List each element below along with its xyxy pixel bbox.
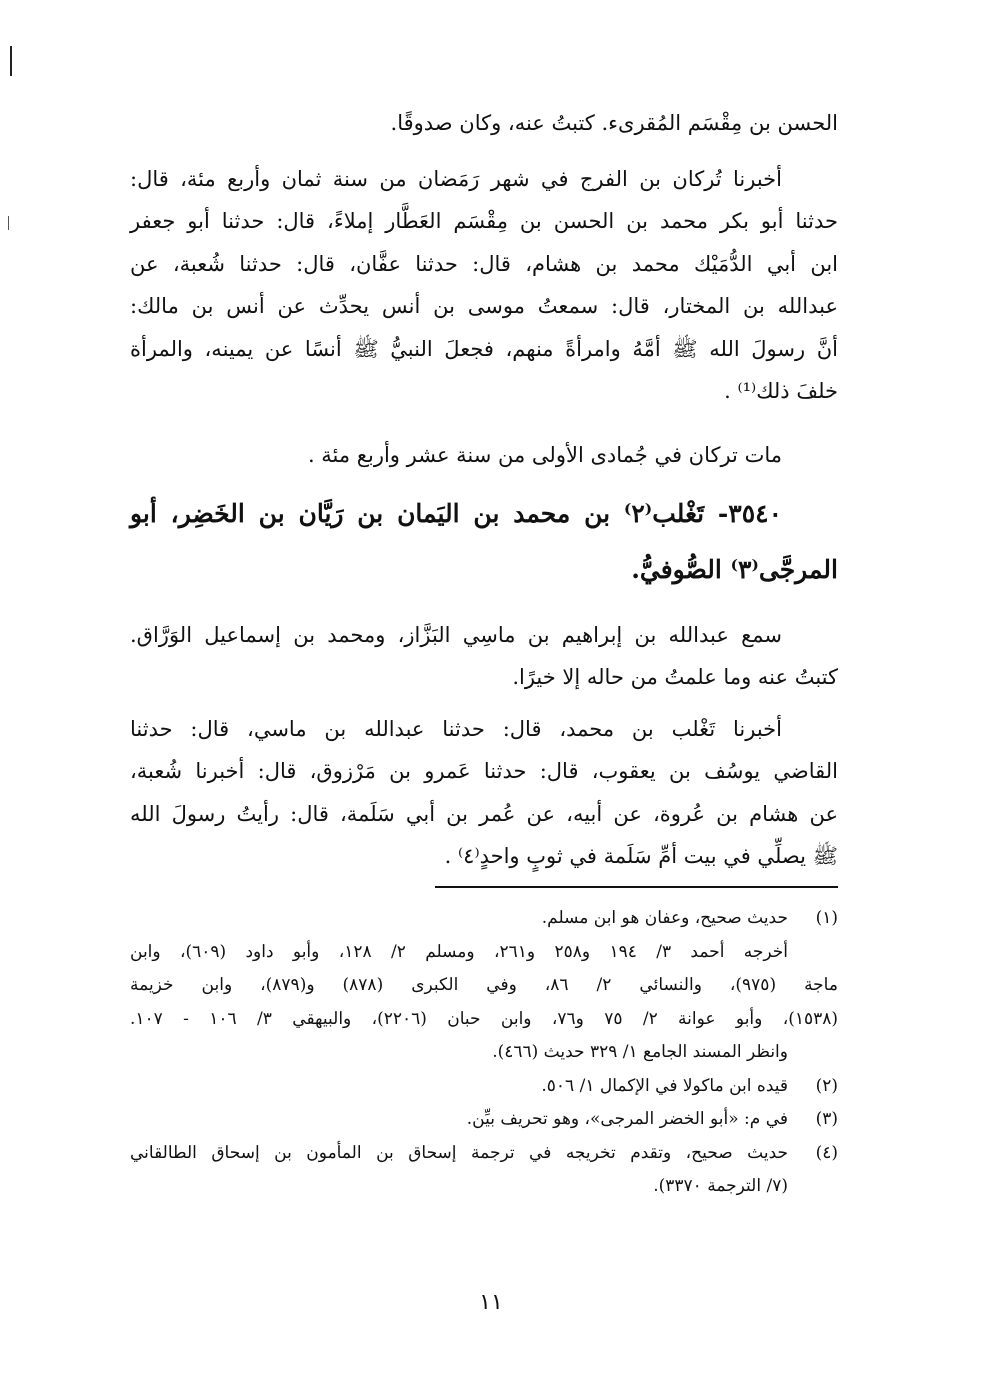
paragraph [130, 614, 838, 657]
page-number: ١١ [479, 1290, 503, 1315]
entry-heading [130, 486, 838, 542]
text-line: خلفَ ذلك⁽¹⁾ . [724, 379, 838, 403]
footnote-text [130, 1070, 788, 1104]
footnote-line: ماجة (٩٧٥)، والنسائي ٢/ ٨٦، وفي الكبرى (٨٧٨) و(٨٧٩)، وابن خزيمة [130, 975, 838, 995]
footnote-separator [435, 886, 838, 888]
scan-edge-mark [8, 216, 9, 230]
footnote-number: (٤) [815, 1142, 838, 1163]
paragraph [130, 158, 838, 201]
footnote-text [130, 1137, 788, 1204]
footnote-line: (٧/ الترجمة ٣٣٧٠). [653, 1176, 788, 1196]
footnotes [130, 902, 838, 1204]
footnote-text [130, 902, 788, 969]
entry-line: المرجَّى⁽٣⁾ الصُّوفيُّ. [631, 555, 838, 584]
footnote [130, 1103, 838, 1137]
text-line: القاضي يوسُف بن يعقوب، قال: حدثنا عَمرو بن مَرْزوق، قال: أخبرنا شُعبة، [130, 759, 838, 783]
text-line: ﷺ يصلِّي في بيت أمِّ سَلَمة في ثوبٍ واحدٍ⁽٤⁾ . [444, 844, 838, 868]
scan-edge-mark [10, 46, 12, 76]
footnote-continuation [130, 969, 838, 1036]
paragraph-continuation [130, 200, 838, 413]
footnote [130, 1070, 838, 1104]
paragraph [130, 708, 838, 751]
footnote-number: (١) [815, 908, 838, 928]
footnote-text [130, 1103, 788, 1137]
footnote-line: قيده ابن ماكولا في الإكمال ١/ ٥٠٦. [541, 1075, 788, 1096]
footnote-line: (١٥٣٨)، وأبو عوانة ٢/ ٧٥ و٧٦، وابن حبان (٢٢٠٦)، والبيهقي ٣/ ١٠٦ - ١٠٧. [130, 1008, 838, 1029]
text-line: أخبرنا تُركان بن الفرج في شهر رَمَضان من سنة ثمان وأربع مئة، قال: [130, 167, 782, 191]
footnote-number: (٢) [815, 1075, 838, 1096]
text-line: عن هشام بن عُروة، عن أبيه، عن عُمر بن أبي سَلَمة، قال: رأيتُ رسولَ الله [130, 801, 838, 826]
paragraph-continuation [130, 750, 838, 878]
text-line: أخبرنا تَغْلب بن محمد، قال: حدثنا عبدالله بن ماسي، قال: حدثنا [130, 717, 782, 741]
text-line: الحسن بن مِقْسَم المُقرىء. كتبتُ عنه، وكان صدوقًا. [390, 111, 838, 135]
footnote [130, 1137, 838, 1204]
footnote-line: وانظر المسند الجامع ١/ ٣٢٩ حديث (٤٦٦). [492, 1042, 788, 1062]
text-line: ابن أبي الدُّمَيْك محمد بن هشام، قال: حدثنا عفَّان، قال: حدثنا شُعبة، عن [130, 251, 838, 276]
footnote [130, 902, 838, 969]
footnote-line: في م: «أبو الخضر المرجى»، وهو تحريف بيِّن. [466, 1109, 788, 1129]
footnote-continuation [130, 1036, 838, 1070]
text-line: عبدالله بن المختار، قال: سمعتُ موسى بن أنس يحدِّث عن أنس بن مالك: [130, 294, 838, 318]
text-line: مات تركان في جُمادى الأولى من سنة عشر وأربع مئة . [307, 443, 782, 467]
footnote-line: أخرجه أحمد ٣/ ١٩٤ و٢٥٨ و٢٦١، ومسلم ٢/ ١٢٨، وأبو داود (٦٠٩)، وابن [130, 941, 789, 962]
entry-line: ٣٥٤٠- تَغْلب⁽٢⁾ بن محمد بن اليَمان بن رَيَّان بن الخَضِر، أبو [130, 499, 782, 528]
paragraph [130, 102, 838, 145]
entry-heading-continuation [130, 542, 838, 598]
footnote-line: حديث صحيح، وعفان هو ابن مسلم. [541, 908, 788, 928]
footnote-text [130, 1036, 788, 1070]
paragraph [130, 434, 838, 477]
footnote-line: حديث صحيح، وتقدم تخريجه في ترجمة إسحاق بن المأمون بن إسحاق الطالقاني [130, 1142, 788, 1163]
footnote-number: (٣) [815, 1109, 838, 1129]
text-line: كتبتُ عنه وما علمتُ من حاله إلا خيرًا. [512, 665, 838, 689]
text-line: حدثنا أبو بكر محمد بن الحسن بن مِقْسَم العَطَّار إملاءً، قال: حدثنا أبو جعفر [130, 209, 838, 233]
text-line: سمع عبدالله بن إبراهيم بن ماسِي البَزَّاز، ومحمد بن إسماعيل الوَرَّاق. [130, 623, 782, 647]
footnote-text [130, 969, 838, 1036]
paragraph-continuation [130, 656, 838, 699]
text-line: أنَّ رسولَ الله ﷺ أمَّهُ وامرأةً منهم، فجعلَ النبيُّ ﷺ أنسًا عن يمينه، والمرأة [130, 336, 838, 361]
